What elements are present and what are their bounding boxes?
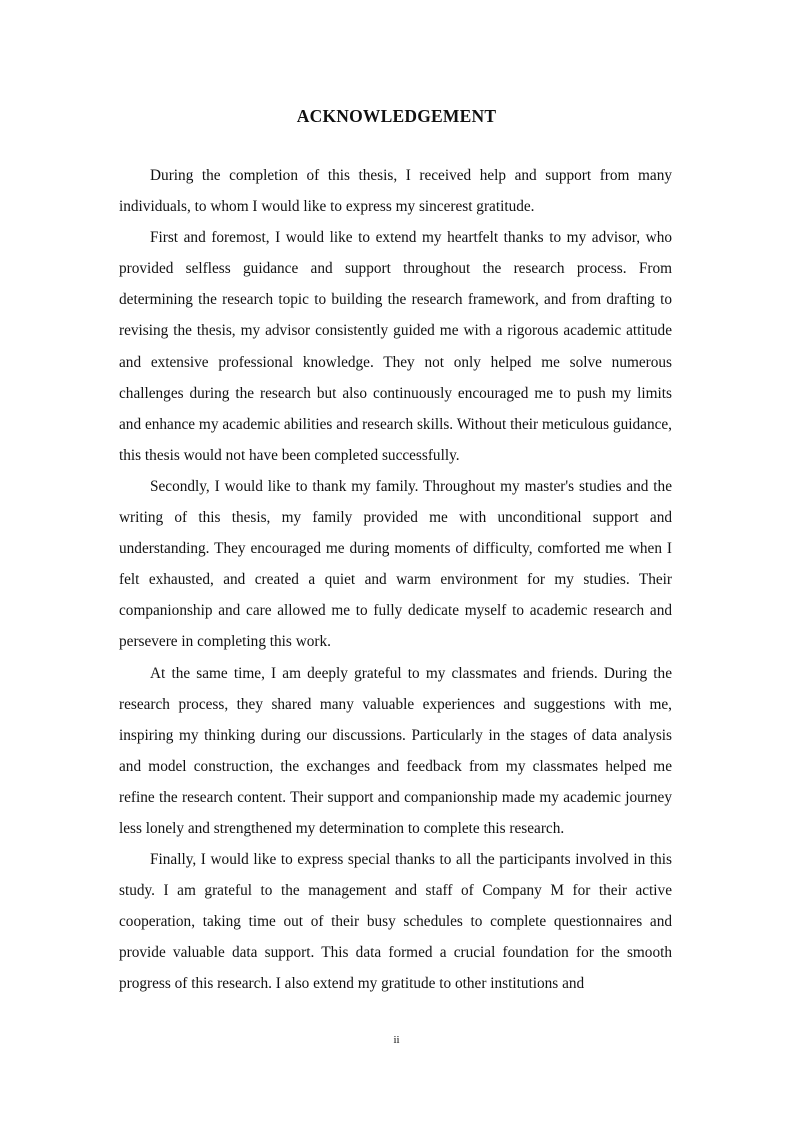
paragraph-advisor: First and foremost, I would like to extend my heartfelt thanks to my advisor, who provided selfless guidance and support throughout the research process. From determining the research topic to building the research framework, and from drafting to revising the thesis, my advisor consistently guided me with a rigorous academic attitude and extensive professional knowledge. They not only helped me solve numerous challenges during the research but also continuously encouraged me to push my limits and enhance my academic abilities and research skills. Without their meticulous guidance, this thesis would not have been completed successfully. — [119, 229, 672, 464]
paragraph-intro: During the completion of this thesis, I received help and support from many individuals, to whom I would like to express my sincerest gratitude. — [119, 167, 672, 216]
paragraph-classmates: At the same time, I am deeply grateful to my classmates and friends. During the research process, they shared many valuable experiences and suggestions with me, inspiring my thinking during our discussions. Particularly in the stages of data analysis and model construction, the exchanges and feedback from my classmates helped me refine the research content. Their support and companionship made my academic journey less lonely and strengthened my determination to complete this research. — [119, 664, 672, 837]
acknowledgement-body — [119, 160, 672, 1000]
page-title: ACKNOWLEDGEMENT — [296, 106, 497, 126]
page-number: ii — [393, 1034, 400, 1046]
paragraph-participants: Finally, I would like to express special thanks to all the participants involved in this study. I am grateful to the management and staff of Company M for their active cooperation, taking time out of their busy schedules to complete questionnaires and provide valuable data support. This data formed a crucial foundation for the smooth progress of this research. I also extend my gratitude to other institutions and — [119, 851, 672, 993]
paragraph-family: Secondly, I would like to thank my family. Throughout my master's studies and the writing of this thesis, my family provided me with unconditional support and understanding. They encouraged me during moments of difficulty, comforted me when I felt exhausted, and created a quiet and warm environment for my studies. Their companionship and care allowed me to fully dedicate myself to academic research and persevere in completing this work. — [119, 477, 672, 651]
